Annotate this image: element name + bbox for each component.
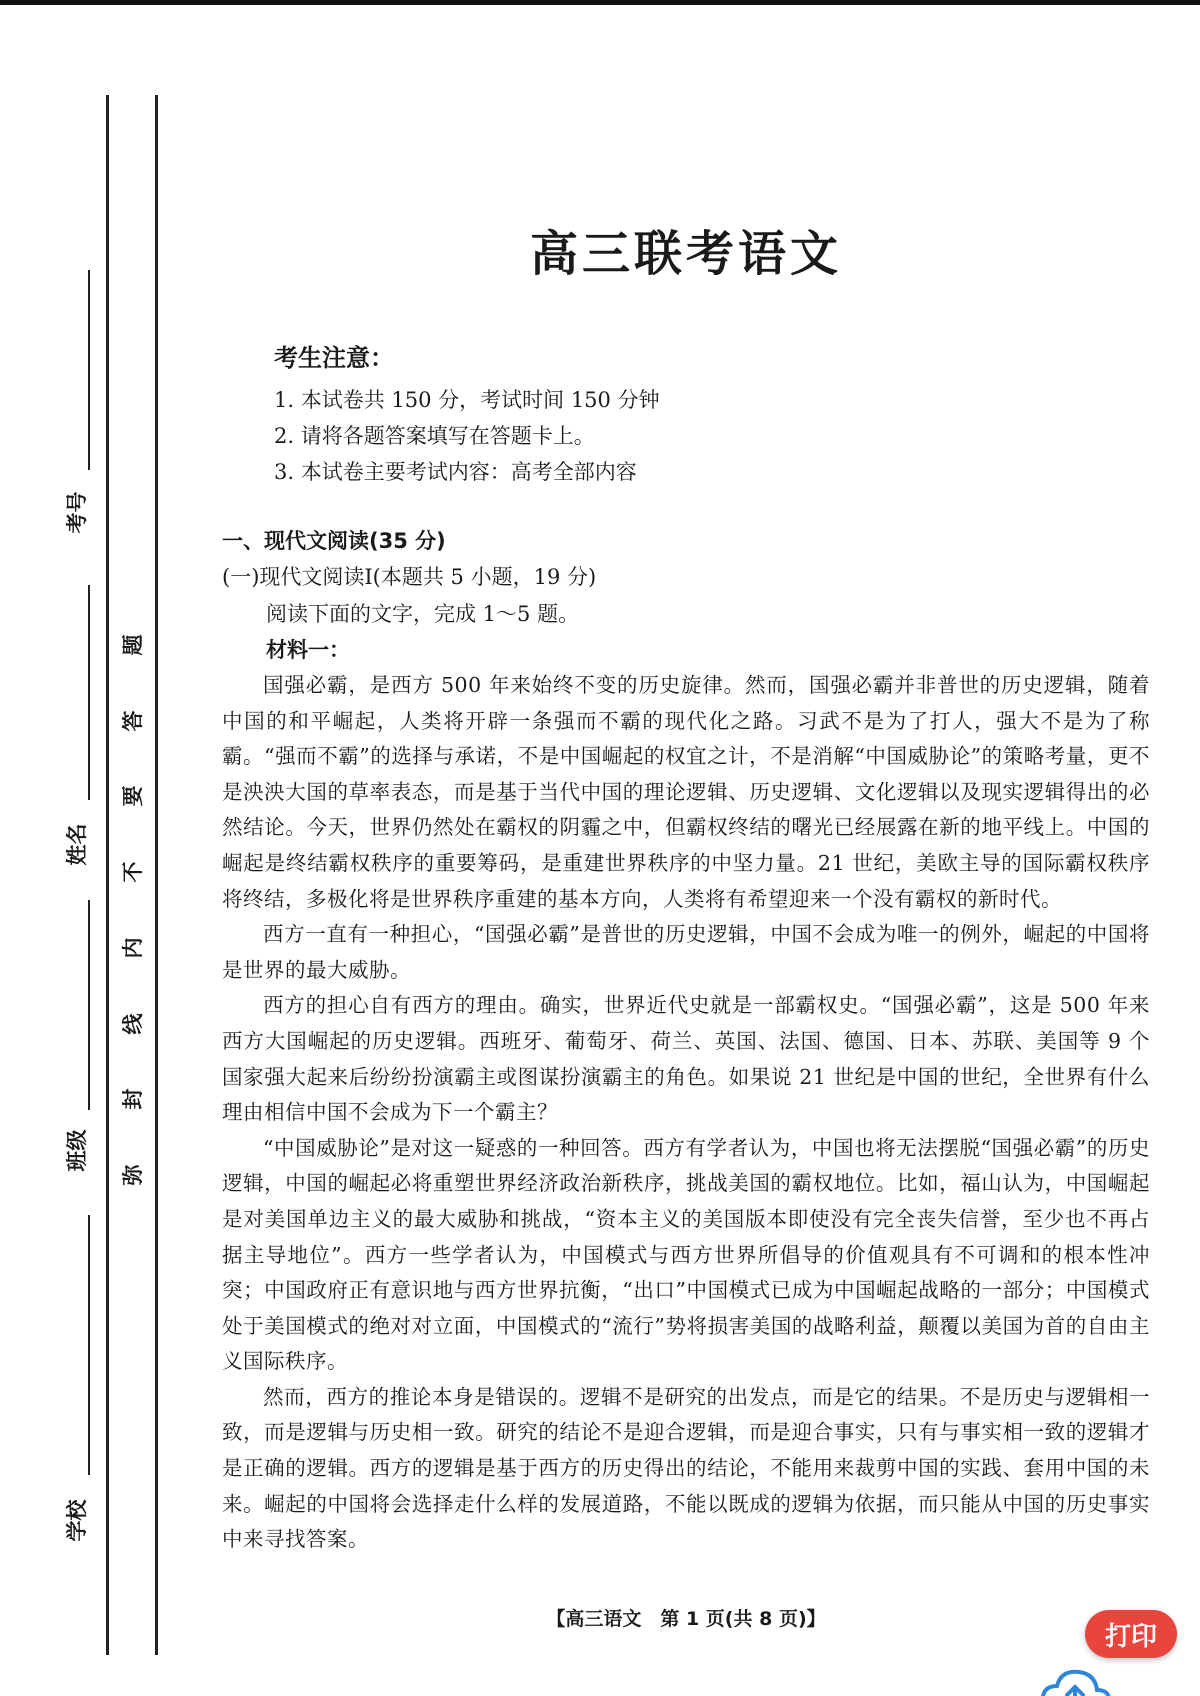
seal-char: 题 — [121, 634, 145, 656]
field-school-blank — [88, 1215, 90, 1475]
page-footer: 【高三语文 第 1 页(共 8 页)】 — [546, 1608, 826, 1630]
field-exam-number-blank — [88, 270, 90, 470]
print-button[interactable] — [1085, 1610, 1177, 1658]
seal-char: 封 — [121, 1088, 145, 1110]
seal-char: 不 — [121, 861, 145, 883]
seal-char: 线 — [121, 1013, 145, 1035]
cloud-upload-icon[interactable] — [1035, 1660, 1115, 1696]
section-subheading: (一)现代文阅读Ⅰ(本题共 5 小题，19 分) — [222, 565, 597, 589]
page-title: 高三联考语文 — [529, 226, 842, 282]
seal-char: 内 — [121, 937, 145, 959]
notice-item: 3. 本试卷主要考试内容：高考全部内容 — [274, 460, 637, 484]
top-edge-bar — [0, 0, 1200, 5]
notice-item: 1. 本试卷共 150 分，考试时间 150 分钟 — [274, 388, 660, 412]
passage-paragraph: “中国威胁论”是对这一疑惑的一种回答。西方有学者认为，中国也将无法摆脱“国强必霸”的历史逻辑，中国的崛起必将重塑世界经济政治新秩序，挑战美国的霸权地位。比如，福山认为，中国崛起是对美国单边主义的最大威胁和挑战，“资本主义的美国版本即使没有完全丧失信誉，至少也不再占据主导地位”。西方一些学者认为，中国模式与西方世界所倡导的价值观具有不可调和的根本性冲突；中国政府正有意识地与西方世界抗衡，“出口”中国模式已成为中国崛起战略的一部分；中国模式处于美国模式的绝对对立面，中国模式的“流行”势将损害美国的战略利益，颠覆以美国为首的自由主义国际秩序。 — [222, 1135, 1150, 1374]
binding-line-inner — [155, 95, 158, 1655]
field-name-label: 姓名 — [65, 823, 89, 866]
notice-heading: 考生注意： — [274, 344, 394, 372]
field-school — [55, 1498, 100, 1543]
seal-char: 弥 — [121, 1164, 145, 1186]
notice-item: 2. 请将各题答案填写在答题卡上。 — [274, 424, 595, 448]
section-heading: 一、现代文阅读(35 分) — [222, 529, 446, 553]
passage-paragraph: 国强必霸，是西方 500 年来始终不变的历史旋律。然而，国强必霸并非普世的历史逻辑，随着中国的和平崛起，人类将开辟一条强而不霸的现代化之路。习武不是为了打人，强大不是为了称霸。“强而不霸”的选择与承诺，不是中国崛起的权宜之计，不是消解“中国威胁论”的策略考量，更不是泱泱大国的草率表态，而是基于当代中国的理论逻辑、历史逻辑、文化逻辑以及现实逻辑得出的必然结论。今天，世界仍然处在霸权的阴霾之中，但霸权终结的曙光已经展露在新的地平线上。中国的崛起是终结霸权秩序的重要筹码，是重建世界秩序的中坚力量。21 世纪，美欧主导的国际霸权秩序将终结，多极化将是世界秩序重建的基本方向，人类将有希望迎来一个没有霸权的新时代。 — [222, 673, 1150, 911]
print-button-label: 打印 — [1104, 1621, 1157, 1652]
reading-passage — [222, 668, 1150, 1558]
passage-paragraph: 然而，西方的推论本身是错误的。逻辑不是研究的出发点，而是它的结果。不是历史与逻辑相一致，而是逻辑与历史相一致。研究的结论不是迎合逻辑，而是迎合事实，只有与事实相一致的逻辑才是正确的逻辑。西方的逻辑是基于西方的历史得出的结论，不能用来裁剪中国的实践、套用中国的未来。崛起的中国将会选择走什么样的发展道路，不能以既成的逻辑为依据，而只能从中国的历史事实中来寻找答案。 — [222, 1384, 1150, 1552]
reading-instruction: 阅读下面的文字，完成 1～5 题。 — [266, 602, 580, 626]
passage-paragraph: 西方一直有一种担心，“国强必霸”是普世的历史逻辑，中国不会成为唯一的例外，崛起的中国将是世界的最大威胁。 — [222, 922, 1150, 982]
field-school-label: 学校 — [65, 1499, 89, 1542]
field-name-blank — [88, 585, 90, 800]
passage-paragraph: 西方的担心自有西方的理由。确实，世界近代史就是一部霸权史。“国强必霸”，这是 500 年来西方大国崛起的历史逻辑。西班牙、葡萄牙、荷兰、英国、法国、德国、日本、苏联、美国等 9 个国家强大起来后纷纷扮演霸主或图谋扮演霸主的角色。如果说 21 世纪是中国的世纪，全世界有什么理由相信中国不会成为下一个霸主？ — [222, 993, 1150, 1125]
field-name — [55, 822, 100, 867]
material-label: 材料一： — [266, 638, 350, 662]
field-exam-number-label: 考号 — [65, 491, 89, 534]
seal-char: 答 — [121, 710, 145, 732]
field-exam-number — [55, 490, 100, 535]
exam-notice — [274, 340, 974, 490]
binding-line-outer — [106, 95, 109, 1655]
field-class-blank — [88, 900, 90, 1110]
field-class — [55, 1128, 100, 1173]
field-class-label: 班级 — [65, 1129, 89, 1172]
seal-line-text — [118, 630, 148, 1190]
seal-char: 要 — [121, 785, 145, 807]
